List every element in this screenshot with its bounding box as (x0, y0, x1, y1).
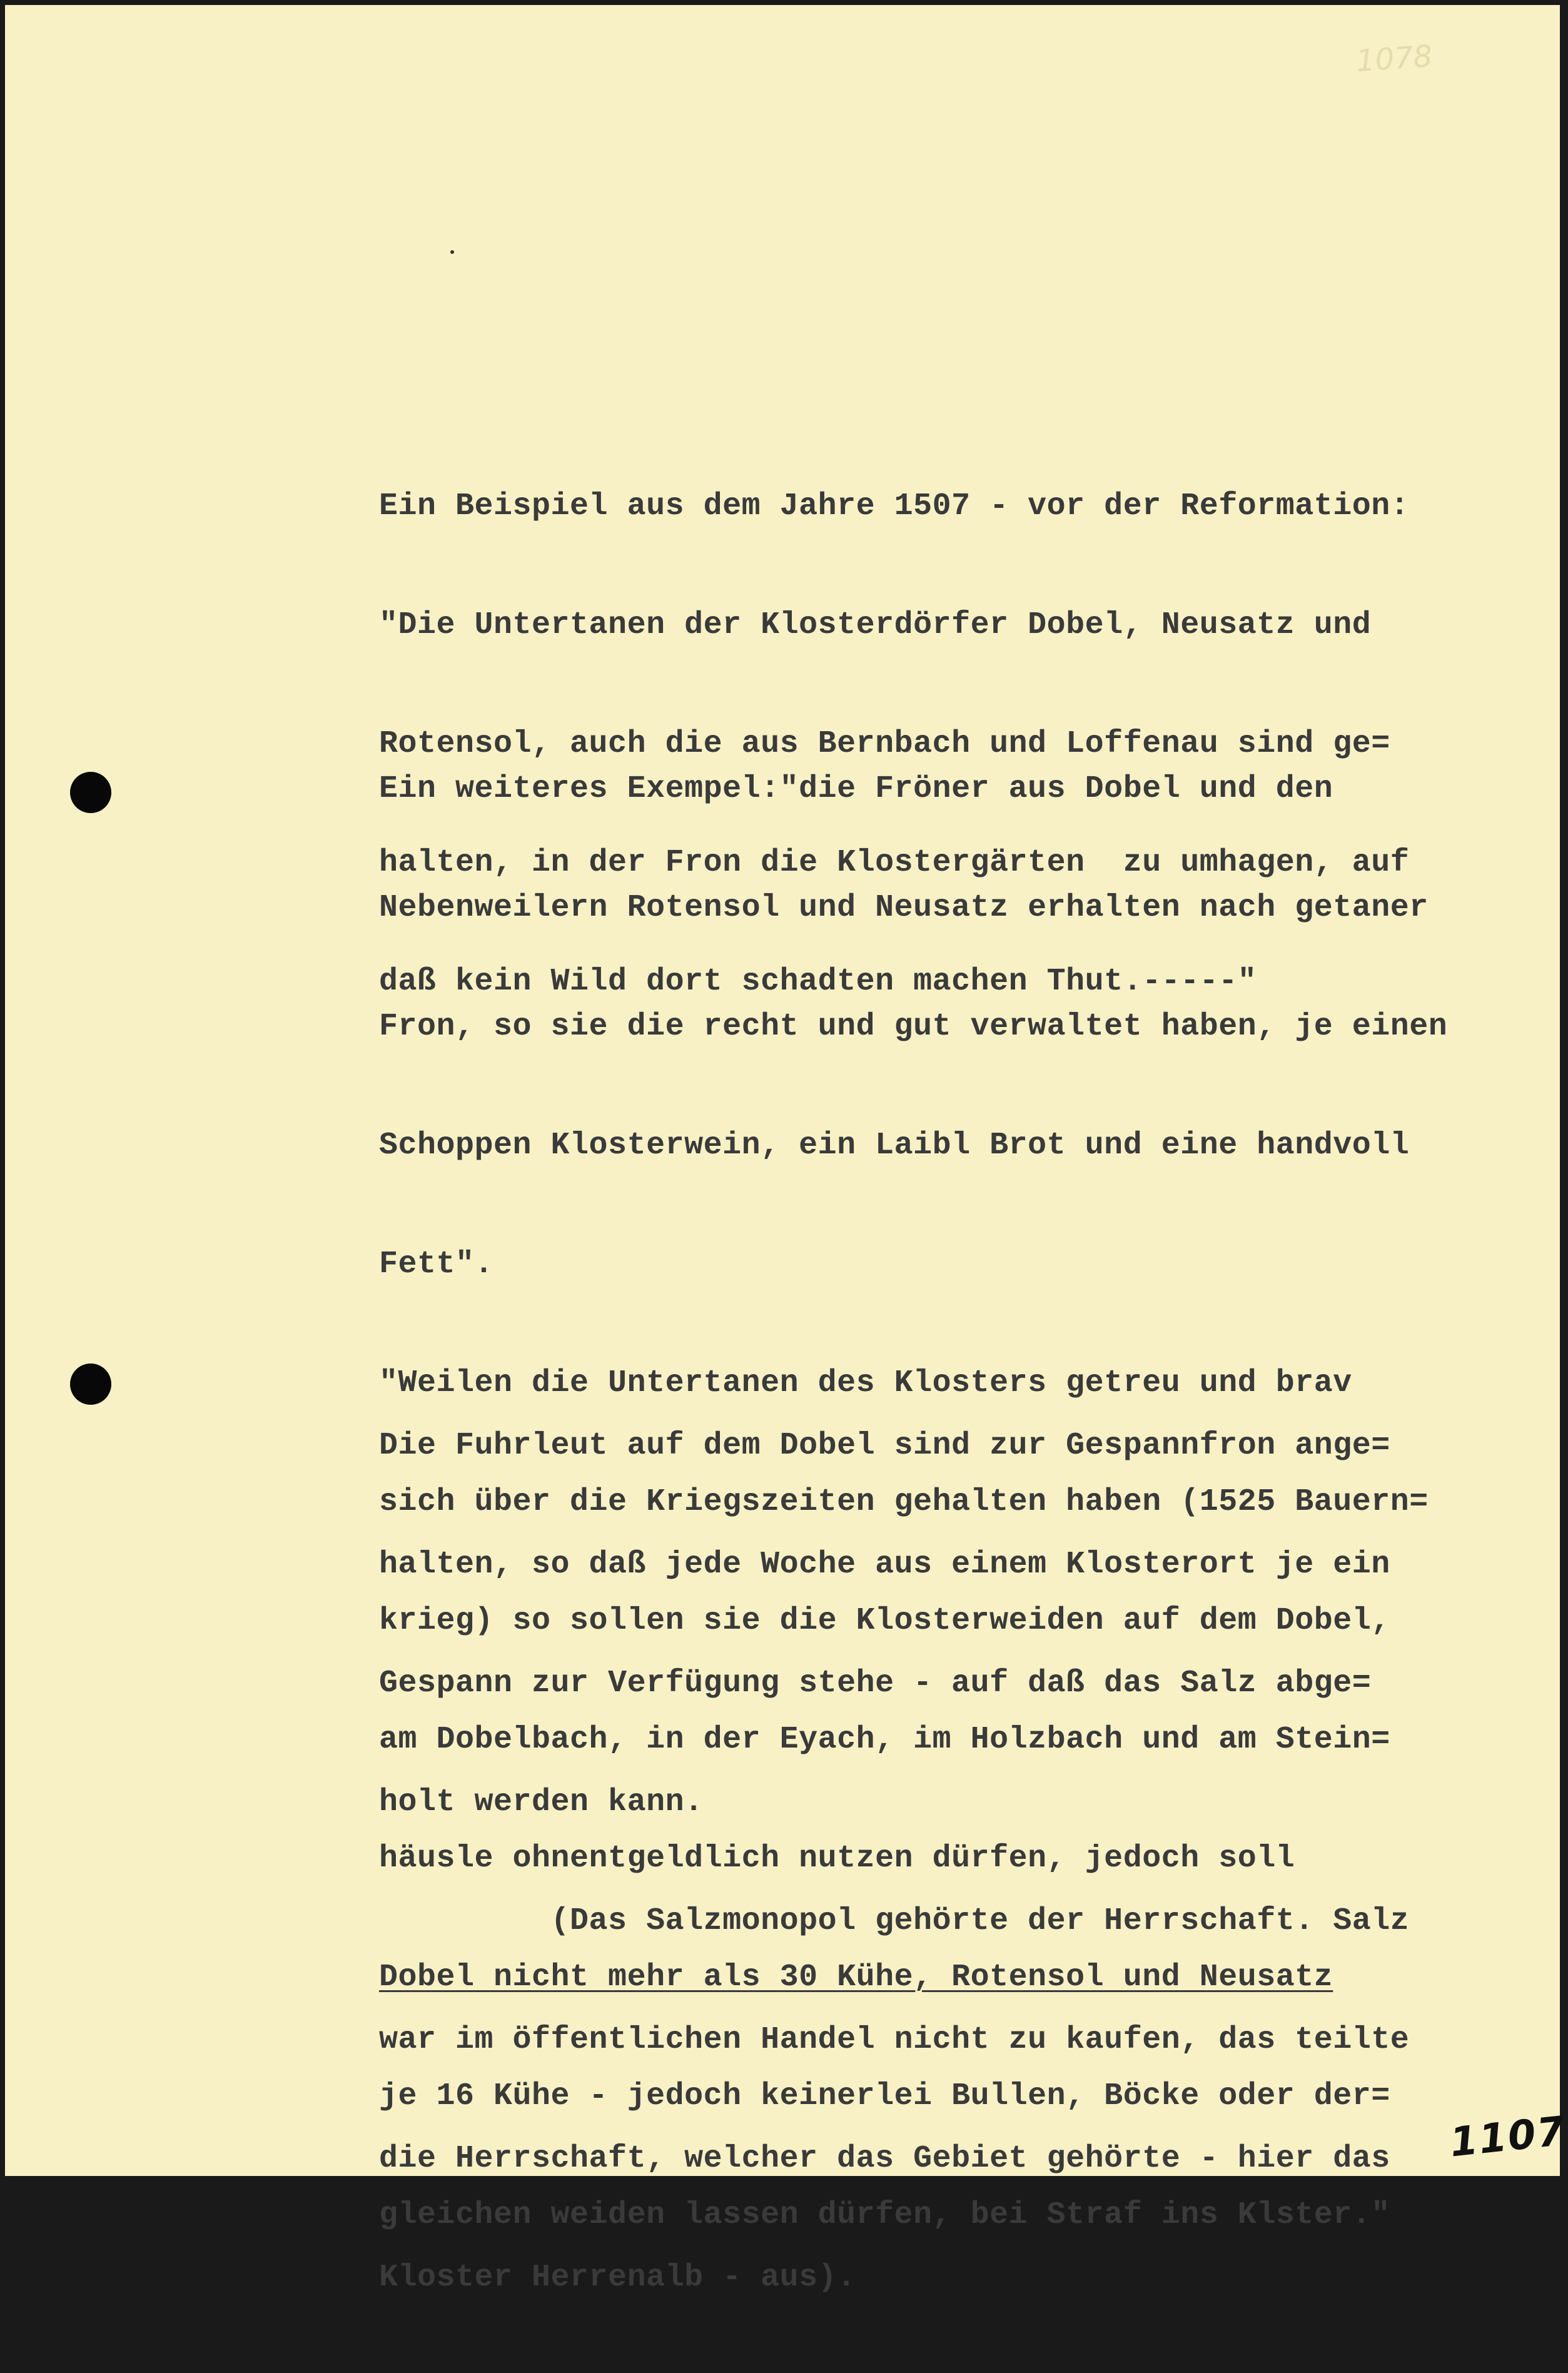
document-page (5, 5, 1568, 2295)
text-line: Die Fuhrleut auf dem Dobel sind zur Gespannfron ange= (379, 1428, 1390, 1464)
text-line: Rotensol, auch die aus Bernbach und Loffenau sind ge= (379, 726, 1390, 762)
text-line: am Dobelbach, in der Eyach, im Holzbach und am Stein= (379, 1722, 1390, 1758)
text-line-underlined: Dobel nicht mehr als 30 Kühe, Rotensol und Neusatz (379, 1960, 1333, 1995)
text-line: Nebenweilern Rotensol und Neusatz erhalten nach getaner (379, 890, 1429, 926)
text-line: Fett". (379, 1247, 494, 1282)
ink-speck (450, 250, 454, 254)
text-line: krieg) so sollen sie die Klosterweiden auf dem Dobel, (379, 1603, 1390, 1639)
punch-hole-lower (70, 1364, 111, 1405)
text-line: Kloster Herrenalb - aus). (379, 2260, 856, 2295)
text-line: je 16 Kühe - jedoch keinerlei Bullen, Böcke oder der= (379, 2078, 1390, 2114)
text-line: gleichen weiden lassen dürfen, bei Straf ins Klster." (379, 2197, 1390, 2233)
paragraph-3 (379, 1351, 1409, 2373)
text-line: "Die Untertanen der Klosterdörfer Dobel, Neusatz und (379, 607, 1372, 643)
text-line: häusle ohnentgeldlich nutzen dürfen, jedoch soll (379, 1841, 1295, 1876)
text-line: Gespann zur Verfügung stehe - auf daß das Salz abge= (379, 1666, 1372, 1701)
text-line: Fron, so sie die recht und gut verwaltet haben, je einen (379, 1009, 1448, 1045)
text-line: war im öffentlichen Handel nicht zu kaufen, das teilte (379, 2022, 1410, 2058)
punch-hole-upper (70, 772, 111, 813)
text-line: halten, so daß jede Woche aus einem Klosterort je ein (379, 1547, 1390, 1582)
text-line: die Herrschaft, welcher das Gebiet gehörte - hier das (379, 2141, 1390, 2177)
text-line: Ein weiteres Exempel:"die Fröner aus Dobel und den (379, 771, 1333, 807)
text-line: (Das Salzmonopol gehörte der Herrschaft. Salz (379, 1903, 1410, 1939)
text-line: halten, in der Fron die Klostergärten zu umhagen, auf (379, 845, 1410, 881)
text-line: "Weilen die Untertanen des Klosters getreu und brav (379, 1365, 1352, 1401)
text-line: daß kein Wild dort schadten machen Thut.-----" (379, 964, 1257, 999)
text-line: holt werden kann. (379, 1784, 704, 1820)
handwritten-folio-number: 1107 (1447, 2108, 1568, 2167)
text-line: Schoppen Klosterwein, ein Laibl Brot und eine handvoll (379, 1128, 1410, 1163)
text-line: Ein Beispiel aus dem Jahre 1507 - vor der Reformation: (379, 488, 1410, 524)
text-line: sich über die Kriegszeiten gehalten haben (1525 Bauern= (379, 1484, 1429, 1520)
pencil-folio-number: 1078 (1355, 38, 1434, 79)
